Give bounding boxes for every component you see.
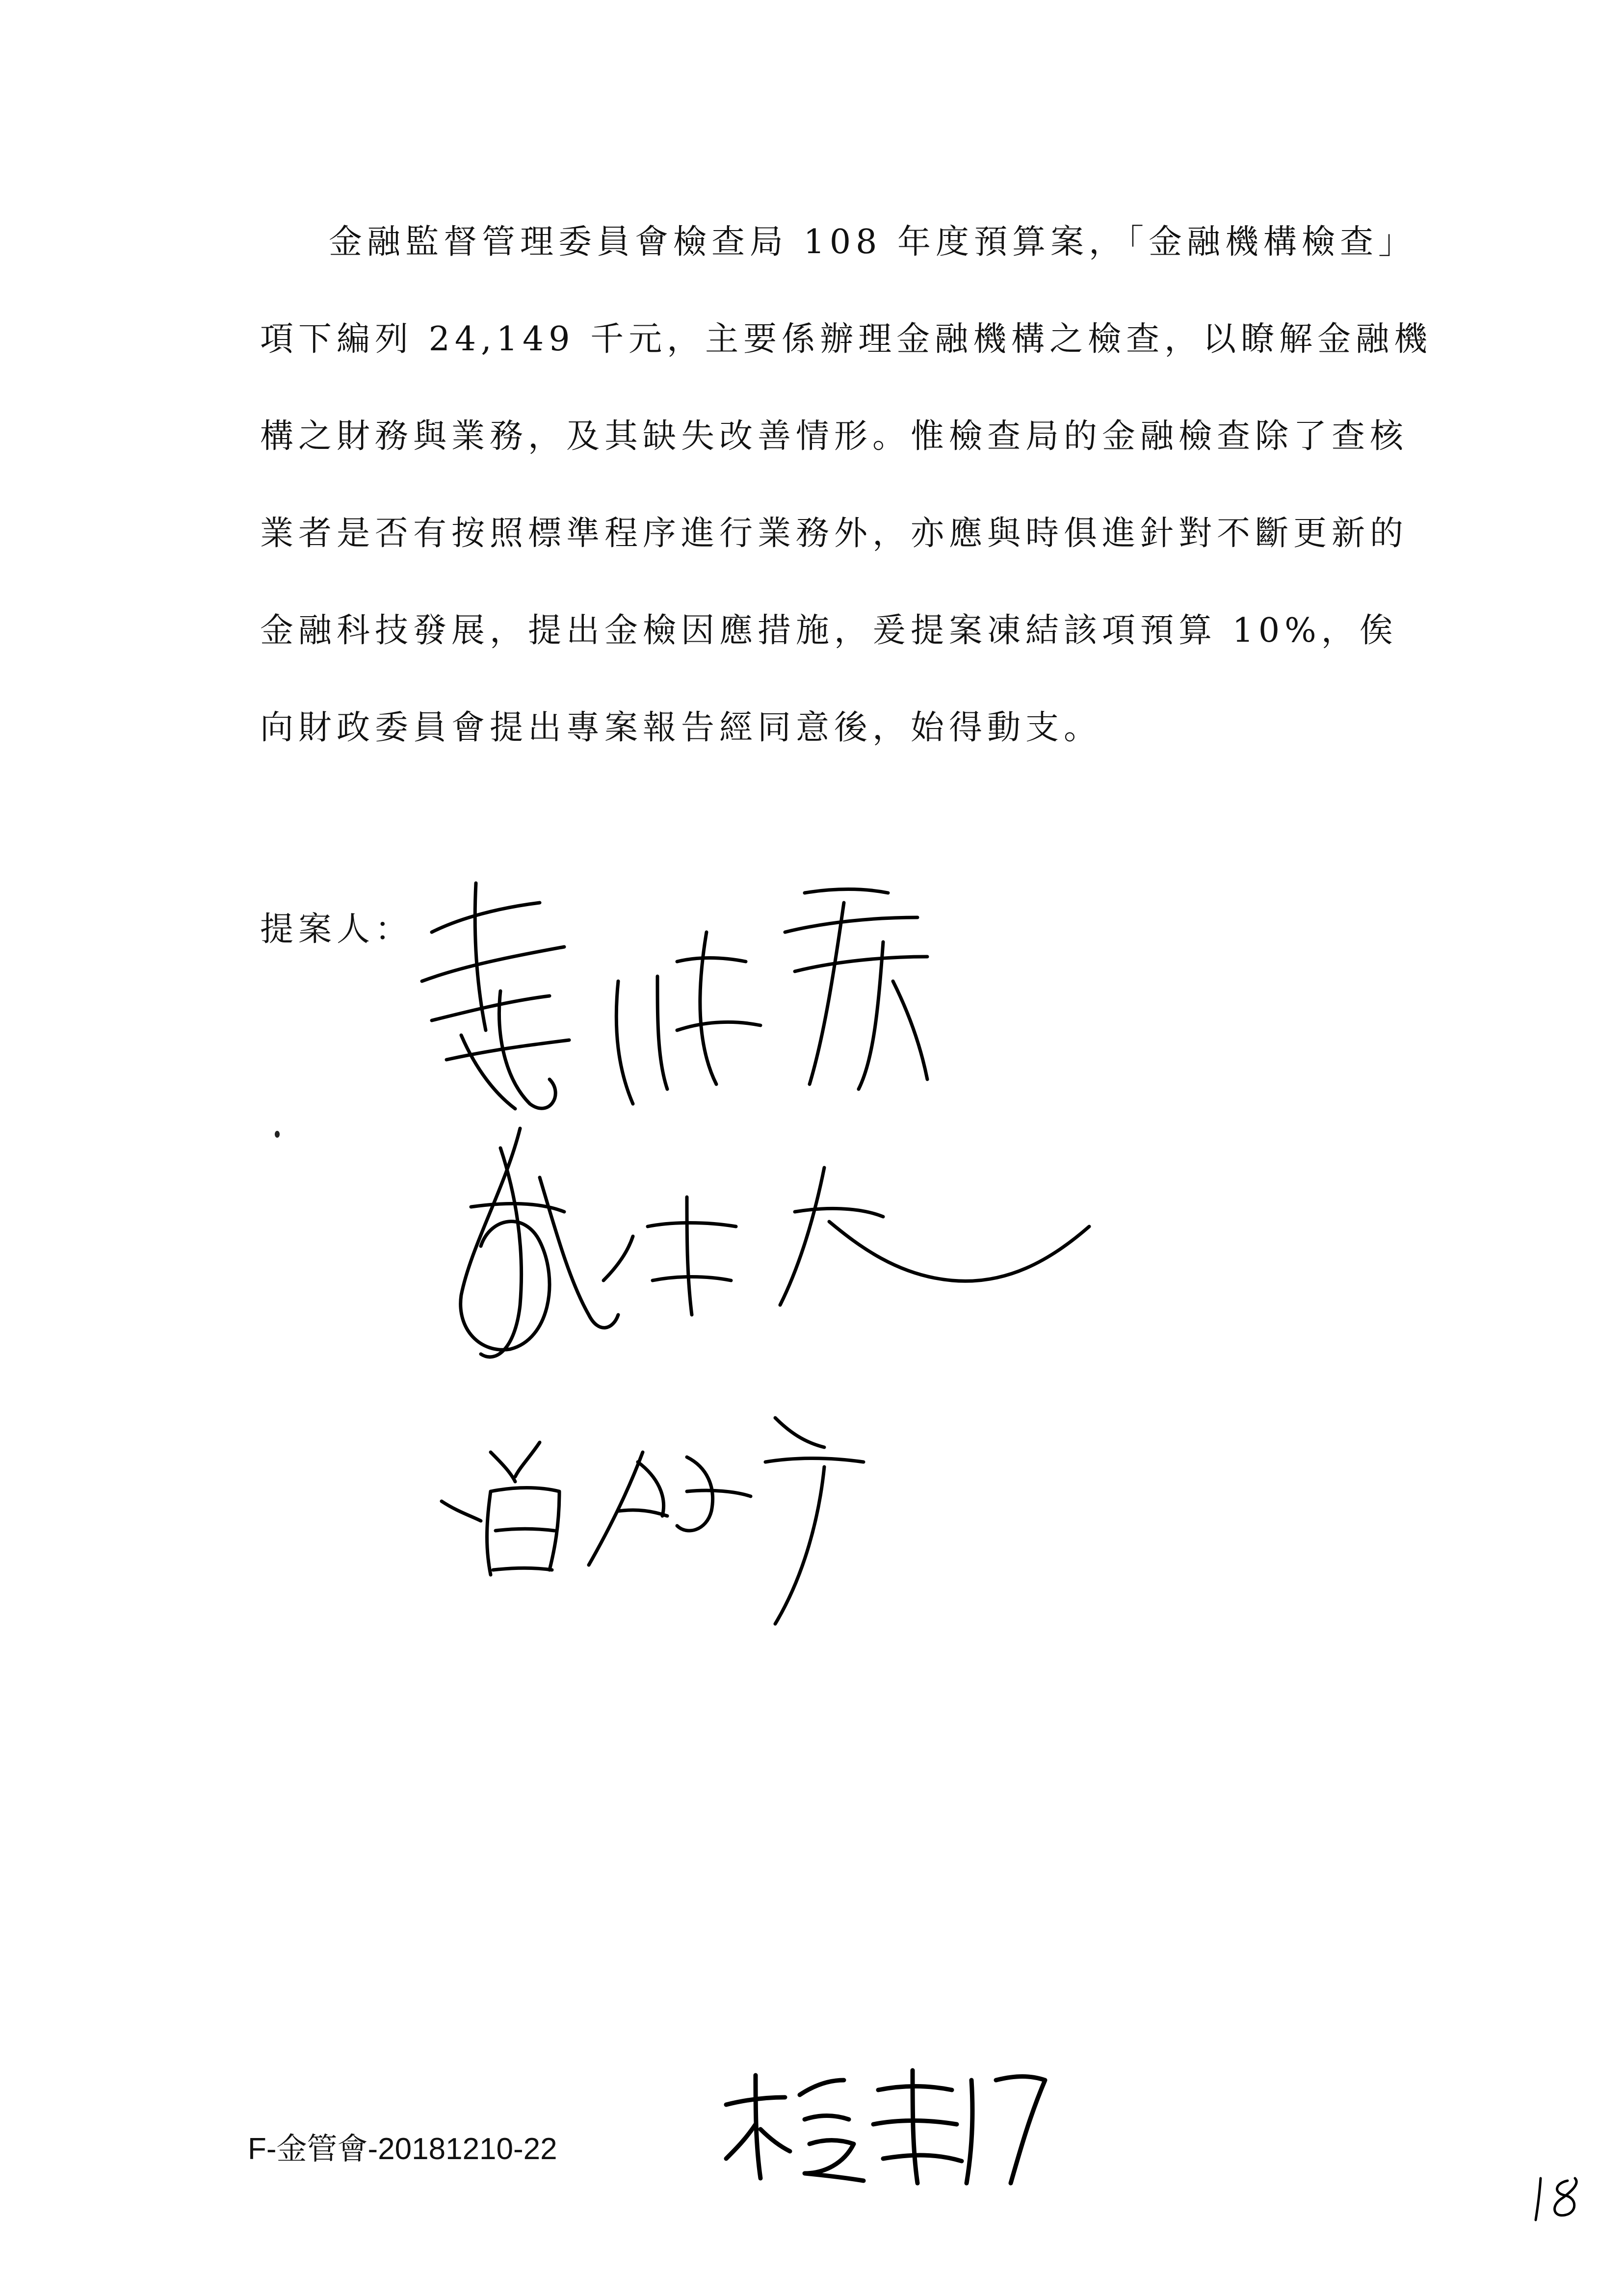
- body-line-2: 項下編列 24,149 千元，主要係辦理金融機構之檢查，以瞭解金融機: [260, 320, 1433, 359]
- document-code: F-金管會-20181210-22: [248, 2132, 557, 2166]
- motion-body: [260, 194, 1433, 777]
- body-line-1: 金融監督管理委員會檢查局 108 年度預算案，「金融機構檢查」: [329, 223, 1417, 261]
- body-line-3: 構之財務與業務，及其缺失改善情形。惟檢查局的金融檢查除了查核: [260, 417, 1409, 456]
- signature-3: [432, 1388, 913, 1644]
- signature-2: [442, 1119, 1128, 1393]
- scan-speck: [275, 1131, 280, 1138]
- body-line-4: 業者是否有按照標準程序進行業務外，亦應與時俱進針對不斷更新的: [260, 514, 1409, 553]
- handwritten-page-mark: [1531, 2171, 1599, 2225]
- signature-1: [402, 873, 971, 1148]
- proposer-label: 提案人：: [260, 910, 414, 949]
- body-line-5: 金融科技發展，提出金檢因應措施，爰提案凍結該項預算 10%，俟: [260, 611, 1398, 650]
- body-line-6: 向財政委員會提出專案報告經同意後，始得動支。: [260, 708, 1102, 747]
- handwritten-stamp: [707, 2051, 1050, 2198]
